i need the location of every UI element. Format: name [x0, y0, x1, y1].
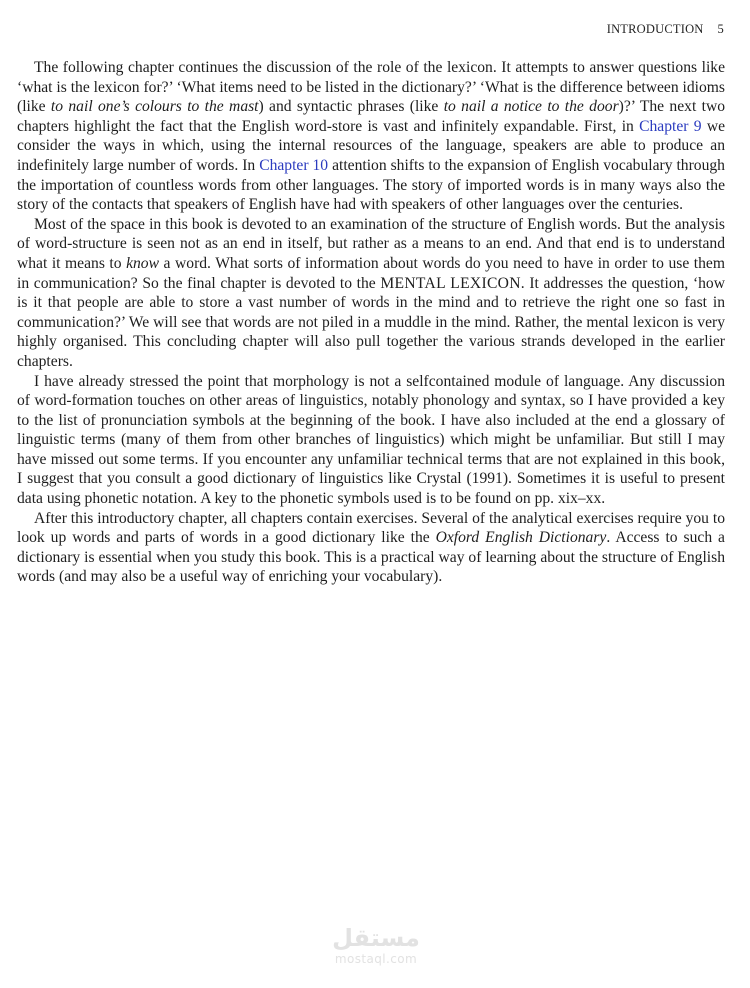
- paragraph: [17, 372, 725, 509]
- body-text: [17, 58, 725, 587]
- text-run: a word. What sorts of information about words do you need to have in order to use them in communication? So the final chapter is devoted to the: [17, 254, 725, 292]
- idiom-example: to nail one’s colours to the mast: [50, 98, 259, 116]
- key-term: MENTAL LEXICON: [380, 274, 521, 292]
- chapter-9-link[interactable]: Chapter 9: [639, 117, 702, 135]
- text-run: I have already stressed the point that morphology is not a selfcontained module of language. Any discussion of word-formation touches on other areas of linguistics, notably phonology and syntax, so I have provided a key to the list of pronunciation symbols at the beginning of the book. I have also included at the end a glossary of linguistic terms (many of them from other branches of linguistics) which might be unfamiliar. But still I may have missed out some terms. If you encounter any unfamiliar technical terms that are not explained in this book, I suggest that you consult a good dictionary of linguistics like Crystal (1991). Sometimes it is useful to present data using phonetic notation. A key to the phonetic symbols used is to be found on pp. xix–xx.: [17, 372, 725, 508]
- text-run: . Access to such a dictionary is essential when you study this book. This is a practical way of learning about the structure of English words (and may also be a useful way of enriching your vocabulary).: [17, 529, 725, 586]
- paragraph: [17, 58, 725, 215]
- text-run: )?’ The next two chapters highlight the fact that the English word-store is vast and infinitely expandable. First, in: [17, 98, 725, 135]
- paragraph: [17, 215, 725, 372]
- book-title: Oxford English Dictionary: [435, 529, 607, 547]
- page-number: 5: [717, 22, 724, 36]
- text-run: . It addresses the question, ‘how is it that people are able to store a vast number of words in the mind and to retrieve the right one so fast in communication?’ We will see that words are not piled in a muddle in the mind. Rather, the mental lexicon is very highly organised. This concluding chapter will also pull together the various strands developed in the earlier chapters.: [17, 274, 725, 370]
- text-run: The following chapter continues the discussion of the role of the lexicon. It attempts to answer questions like ‘what is the lexicon for?’ ‘What items need to be listed in the dictionary?’ ‘What is the difference between idioms (like: [17, 59, 725, 116]
- section-title: INTRODUCTION: [606, 22, 704, 36]
- phrase-example: to nail a notice to the door: [443, 98, 619, 116]
- text-run: After this introductory chapter, all chapters contain exercises. Several of the analytical exercises require you to look up words and parts of words in a good dictionary like the: [17, 509, 725, 547]
- chapter-10-link[interactable]: Chapter 10: [259, 156, 329, 174]
- running-head: [607, 22, 724, 37]
- text-run: attention shifts to the expansion of English vocabulary through the importation of countless words from other languages. The story of imported words is in many ways also the story of the contacts that speakers of English have had with speakers of other languages over the centuries.: [17, 156, 725, 214]
- watermark: [326, 924, 426, 966]
- paragraph: [17, 509, 725, 587]
- emphasis: know: [126, 254, 160, 272]
- watermark-url: mostaql.com: [334, 952, 418, 966]
- watermark-logo: مستقل: [332, 924, 420, 952]
- text-run: Most of the space in this book is devoted to an examination of the structure of English words. But the analysis of word-structure is seen not as an end in itself, but rather as a means to an end. And that end is to understand what it means to: [17, 215, 725, 272]
- text-run: ) and syntactic phrases (like: [258, 98, 444, 116]
- text-run: we consider the ways in which, using the internal resources of the language, speakers are able to produce an indefinitely large number of words. In: [17, 117, 725, 174]
